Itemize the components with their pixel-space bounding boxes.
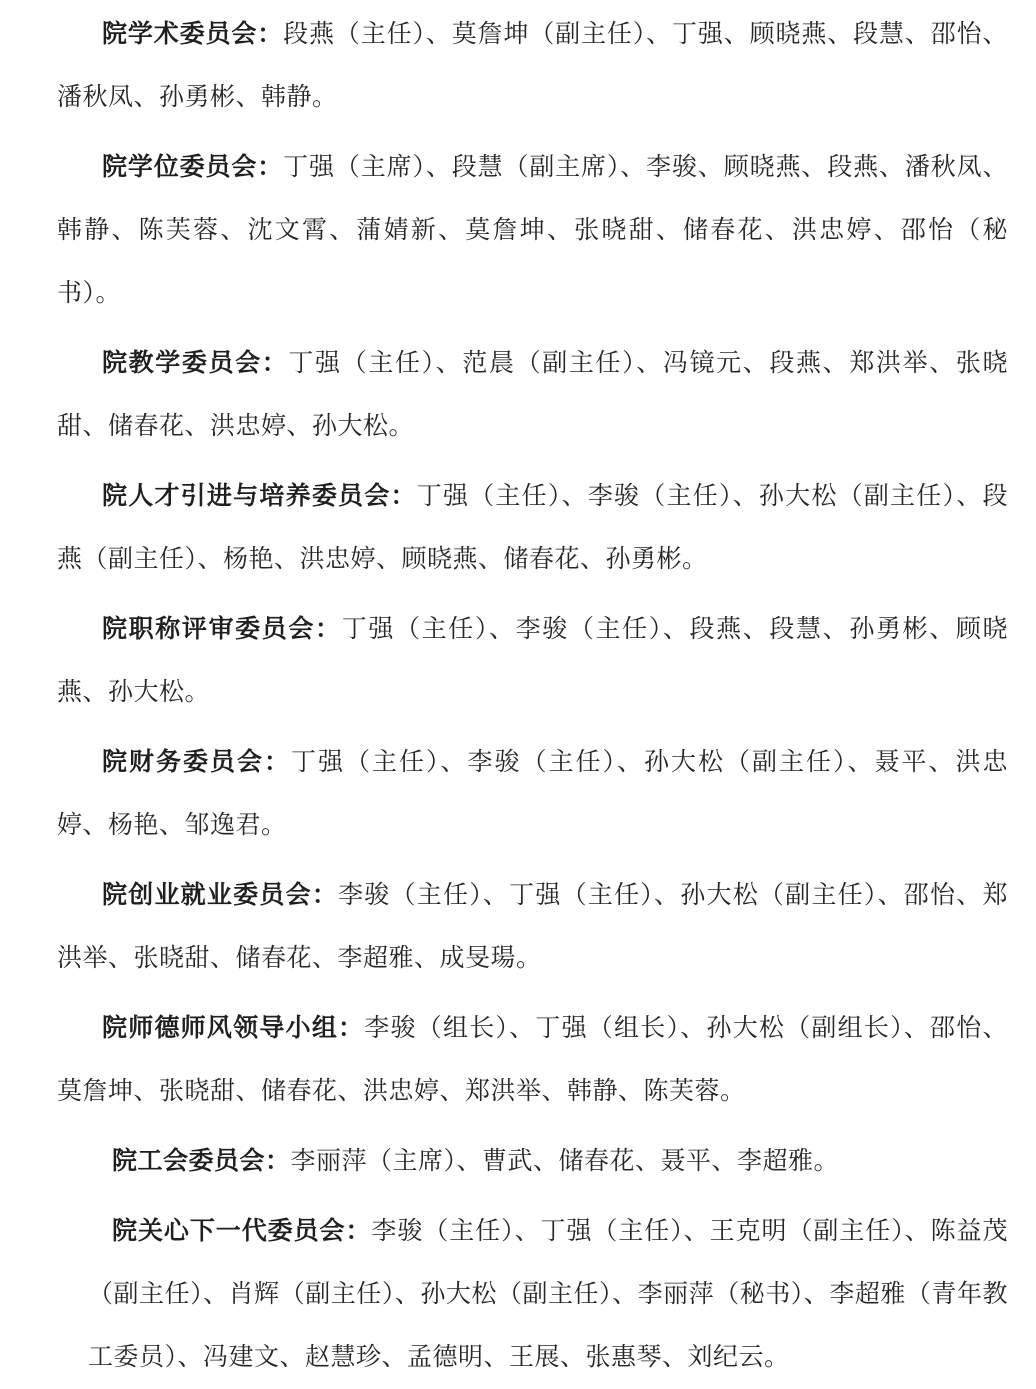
committee-title: 院工会委员会： [112, 1148, 291, 1175]
committee-paragraph-union [57, 1130, 1008, 1193]
committee-paragraph-finance [57, 731, 1008, 857]
committee-title: 院财务委员会： [102, 749, 291, 776]
committee-members: 段燕（主任）、莫詹坤（副主任）、丁强、顾晓燕、段慧、邵怡、潘秋凤、孙勇彬、韩静。 [57, 21, 1008, 111]
committee-members: 李骏（主任）、丁强（主任）、孙大松（副主任）、邵怡、郑洪举、张晓甜、储春花、李超雅、成旻瑒。 [57, 882, 1008, 972]
committee-paragraph-next-generation [57, 1200, 1008, 1389]
committee-title: 院学位委员会： [102, 154, 284, 181]
committee-title: 院创业就业委员会： [102, 882, 339, 909]
committee-title: 院师德师风领导小组： [102, 1015, 365, 1042]
committee-title: 院人才引进与培养委员会： [102, 483, 417, 510]
committee-paragraph-degree [57, 136, 1008, 325]
committee-paragraph-title-review [57, 598, 1008, 724]
committee-paragraph-ethics [57, 997, 1008, 1123]
committee-title: 院教学委员会： [102, 350, 289, 377]
committee-members: 丁强（主席）、段慧（副主席）、李骏、顾晓燕、段燕、潘秋凤、韩静、陈芙蓉、沈文霄、蒲婧新、莫詹坤、张晓甜、储春花、洪忠婷、邵怡（秘书）。 [57, 154, 1008, 307]
committee-paragraph-talent [57, 465, 1008, 591]
committee-members: 李丽萍（主席）、曹武、储春花、聂平、李超雅。 [290, 1148, 840, 1175]
committee-members: 丁强（主任）、李骏（主任）、孙大松（副主任）、聂平、洪忠婷、杨艳、邹逸君。 [57, 749, 1008, 839]
committee-members: 李骏（主任）、丁强（主任）、王克明（副主任）、陈益茂（副主任）、肖辉（副主任）、孙大松（副主任）、李丽萍（秘书）、李超雅（青年教工委员）、冯建文、赵慧珍、孟德明、王展、张惠琴、刘纪云。 [88, 1218, 1008, 1371]
committee-title: 院学术委员会： [102, 21, 284, 48]
committee-members: 丁强（主任）、李骏（主任）、孙大松（副主任）、段燕（副主任）、杨艳、洪忠婷、顾晓燕、储春花、孙勇彬。 [57, 483, 1008, 573]
committee-title: 院职称评审委员会： [102, 616, 342, 643]
committee-paragraph-employment [57, 864, 1008, 990]
committee-members: 李骏（组长）、丁强（组长）、孙大松（副组长）、邵怡、莫詹坤、张晓甜、储春花、洪忠婷、郑洪举、韩静、陈芙蓉。 [57, 1015, 1008, 1105]
committee-paragraph-teaching [57, 332, 1008, 458]
committee-members: 丁强（主任）、李骏（主任）、段燕、段慧、孙勇彬、顾晓燕、孙大松。 [57, 616, 1008, 706]
committee-members: 丁强（主任）、范晨（副主任）、冯镜元、段燕、郑洪举、张晓甜、储春花、洪忠婷、孙大松。 [57, 350, 1008, 440]
committee-title: 院关心下一代委员会： [112, 1218, 372, 1245]
committee-paragraph-academic [57, 3, 1008, 129]
